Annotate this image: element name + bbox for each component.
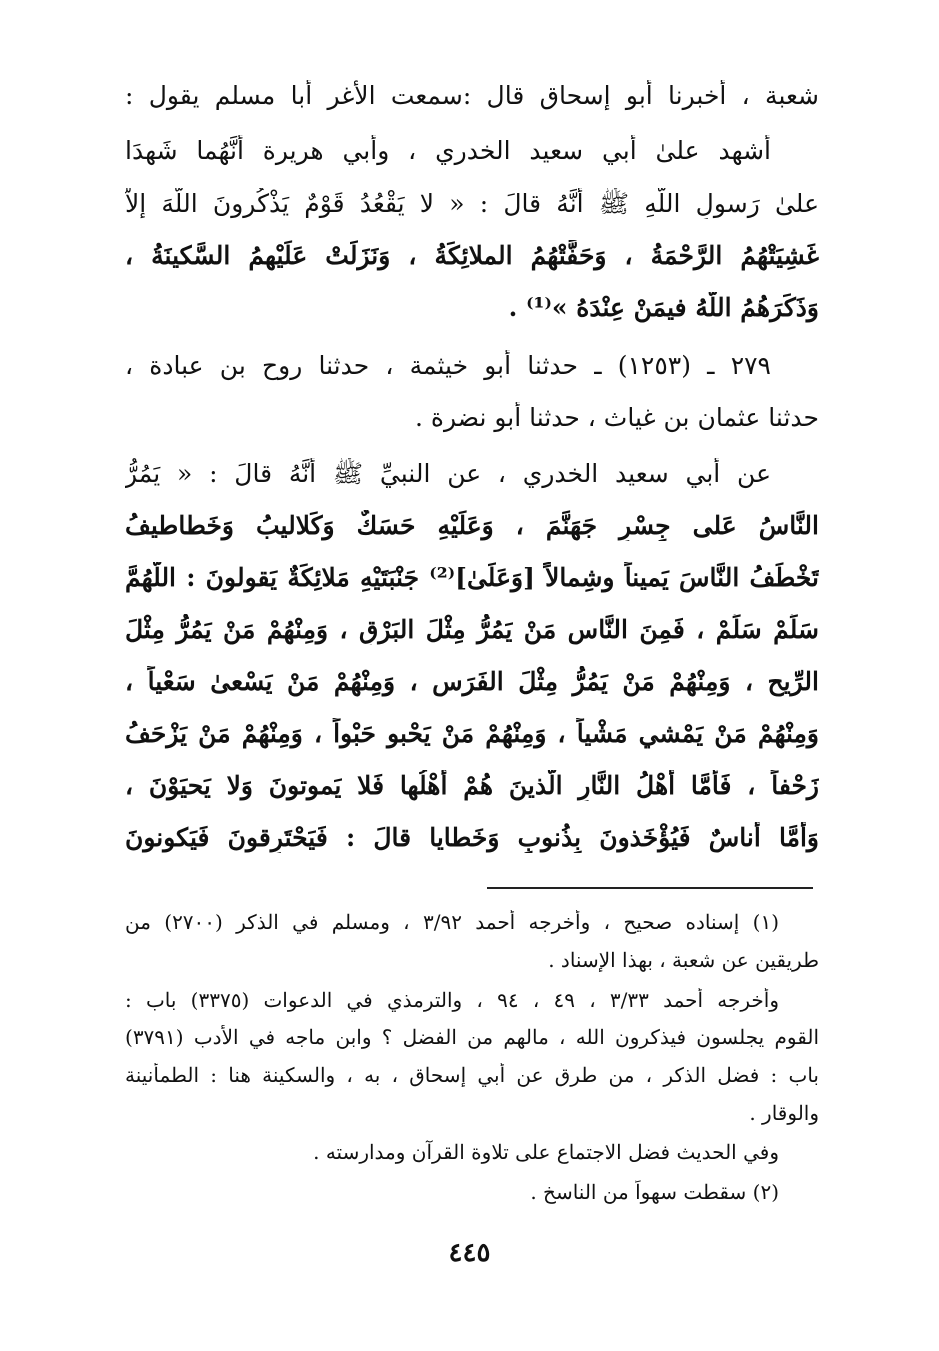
text-line: غَشِيَتْهُمُ الرَّحْمَةُ ، وَحَفَّتْهُمُ الملائِكَةُ ، وَنَزَلَتْ عَلَيْهِمُ السَّكينَةُ ،	[125, 241, 819, 270]
text-line: عن أبي سعيد الخدري ، عن النبيِّ ﷺ أَنَّهُ قالَ : « يَمُرُّ	[125, 459, 771, 488]
text-line: تَخْطَفُ النَّاسَ يَميناً وشِمالاً [وَعَلَىٰ]⁽²⁾ جَنْبَتَيْهِ مَلائِكَةٌ يَقولونَ : اللَّهُمَّ	[125, 563, 819, 592]
footnote-line: وأخرجه أحمد ٣/٣٣ ، ٤٩ ، ٩٤ ، والترمذي في الدعوات (٣٣٧٥) باب :	[125, 988, 779, 1012]
text-line: وَذَكَرَهُمُ اللَّهُ فيمَنْ عِنْدَهُ »⁽¹⁾ .	[508, 293, 819, 322]
footnote-line: القوم يجلسون فيذكرون الله ، مالهم من الفضل ؟ وابن ماجه في الأدب (٣٧٩١)	[125, 1025, 819, 1049]
text-line: سَلِّمْ سَلِّمْ ، فَمِنَ النَّاسِ مَنْ يَمُرُّ مِثْلَ البَرْقِ ، وَمِنْهُمْ مَنْ يَمُرُّ مِثْلَ	[125, 615, 819, 644]
text-line: زَحْفاً ، فَأَمَّا أَهْلُ النَّارِ الَّذينَ هُمْ أَهْلُها فَلا يَموتونَ وَلا يَحيَوْنَ ،	[125, 771, 819, 800]
footnote-line: وفي الحديث فضل الاجتماع على تلاوة القرآن ومدارسته .	[313, 1140, 779, 1164]
hadith-number-line: ٢٧٩ ـ (١٢٥٣) ـ حدثنا أبو خيثمة ، حدثنا روح بن عبادة ،	[125, 351, 771, 380]
page-number: ٤٤٥	[448, 1238, 491, 1268]
text-line: حدثنا عثمان بن غياث ، حدثنا أبو نضرة .	[415, 403, 819, 432]
text-line: أشهد علىٰ أبي سعيد الخدري ، وأبي هريرة أنَّهُما شَهِدَا	[125, 136, 771, 165]
text-line: شعبة ، أخبرنا أبو إسحاق قال :سمعت الأغر أبا مسلم يقول :	[125, 81, 819, 110]
footnote-line: (١) إسناده صحيح ، وأخرجه أحمد ٣/٩٢ ، ومسلم في الذكر (٢٧٠٠) من	[125, 910, 779, 934]
footnote-divider	[487, 887, 813, 889]
footnote-line: طريقين عن شعبة ، بهذا الإسناد .	[548, 948, 819, 972]
text-line: وَمِنْهُمْ مَنْ يَمْشي مَشْياً ، وَمِنْهُمْ مَنْ يَحْبو حَبْواً ، وَمِنْهُمْ مَنْ يَزْحَفُ	[125, 719, 819, 748]
text-line: علىٰ رَسولِ اللَّهِ ﷺ أَنَّهُ قالَ : « لا يَقْعُدُ قَوْمٌ يَذْكُرونَ اللَّهَ إلاَّ	[125, 189, 819, 218]
footnote-line: والوقار .	[749, 1101, 819, 1125]
text-line: النَّاسُ عَلى جِسْرِ جَهَنَّمَ ، وَعَلَيْهِ حَسَكٌ وَكَلاليبُ وَخَطاطيفُ	[125, 511, 819, 540]
footnote-line: (٢) سقطت سهواً من الناسخ .	[530, 1180, 779, 1204]
footnote-line: باب : فضل الذكر ، من طرق عن أبي إسحاق ، به ، والسكينة هنا : الطمأنينة	[125, 1063, 819, 1087]
text-line: وَأَمَّا أُناسٌ فَيُؤْخَذونَ بِذُنوبٍ وَخَطايا قالَ : فَيَحْتَرِقونَ فَيَكونونَ	[125, 823, 819, 852]
text-line: الرِّيحِ ، وَمِنْهُمْ مَنْ يَمُرُّ مِثْلَ الفَرَسِ ، وَمِنْهُمْ مَنْ يَسْعىٰ سَعْياً ،	[125, 667, 819, 696]
